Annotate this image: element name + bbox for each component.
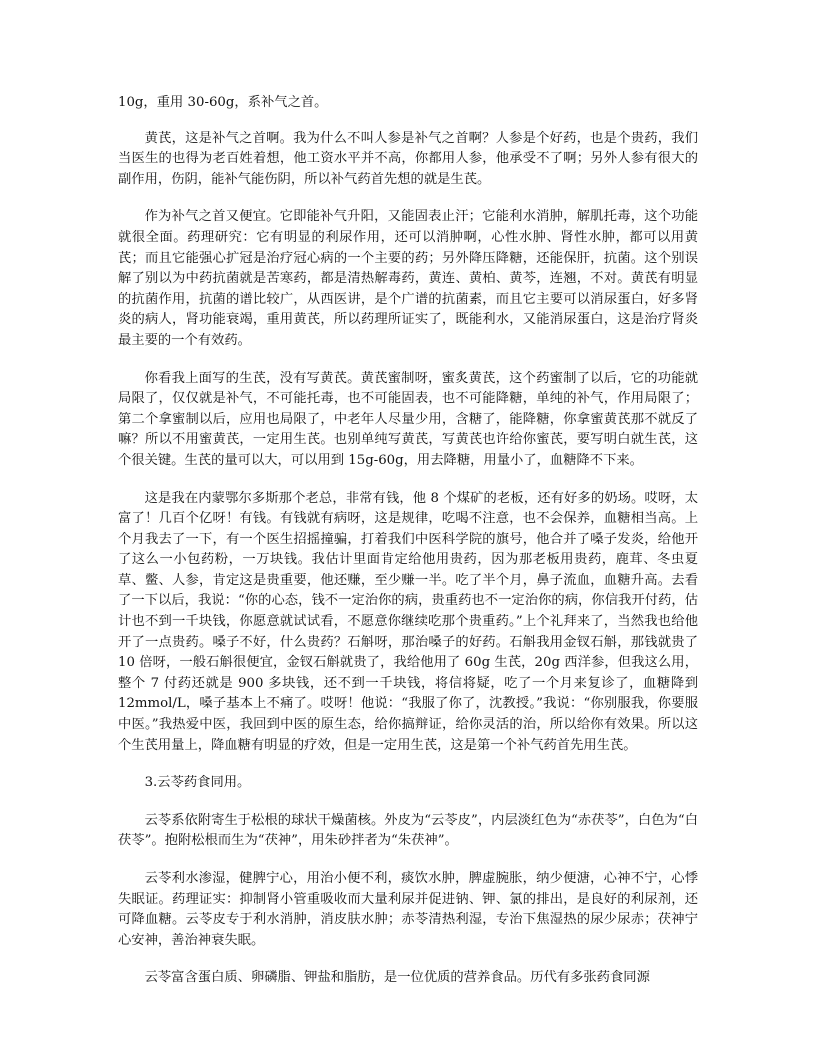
section-heading: 3.云苓药食同用。 [144,775,251,791]
paragraph-case-story: 这是我在内蒙鄂尔多斯那个老总，非常有钱，他 8 个煤矿的老板，还有好多的奶场。哎呀，太富了！几百个亿呀！有钱。有钱就有病呀，这是规律，吃喝不注意，也不会保养，血糖相当高。上个月我去了一下，有一个医生招摇撞骗，打着我们中医科学院的旗号，他合并了嗓子发炎，给他开了这么一小包药粉，一万块钱。我估计里面肯定给他用贵药，因为那老板用贵药，鹿茸、冬虫夏草、鳖、人参，肯定这是贵重要，他还赚，至少赚一半。吃了半个月，鼻子流血，血糖升高。去看了一下以后，我说：“你的心态，钱不一定治你的病，贵重药也不一定治你的病，你信我开付药，估计也不到一千块钱，你愿意就试试看，不愿意你继续吃那个贵重药。”上个礼拜来了，当然我也给他开了一点贵药。嗓子不好，什么贵药？石斛呀，那治嗓子的好药。石斛我用金钗石斛，那钱就贵了 10 倍呀，一般石斛很便宜，金钗石斛就贵了，我给他用了 60g 生芪，20g 西洋参，但我这么用，整个 7 付药还就是 900 多块钱，还不到一千块钱，将信将疑，吃了一个月来复诊了，血糖降到 12mmol/L，嗓子基本上不痛了。哎呀！他说：“我服了你了，沈教授。”我说：“你别服我，你要服中医。”我热爱中医，我回到中医的原生态，给你搞辩证，给你灵活的治，所以给你有效果。所以这个生芪用量上，降血糖有明显的疗效，但是一定用生芪，这是第一个补气药首先用生芪。 [118,490,698,753]
document-page [118,93,698,1006]
paragraph-dosage: 10g，重用 30-60g，系补气之首。 [118,95,328,110]
paragraph-yunling-origin: 云苓系依附寄生于松根的球状干燥菌核。外皮为“云苓皮”，内层淡红色为“赤茯苓”，白色为“白茯苓”。抱附松根而生为“茯神”，用朱砂拌者为“朱茯神”。 [118,812,698,849]
paragraph-huangqi-function: 作为补气之首又便宜。它即能补气升阳，又能固表止汗；它能利水消肿，解肌托毒，这个功能就很全面。药理研究：它有明显的利尿作用，还可以消肿啊，心性水肿、肾性水肿，都可以用黄芪；而且它能强心扩冠是治疗冠心病的一个主要的药；另外降压降糖，还能保肝，抗菌。这个别误解了别以为中药抗菌就是苦寒药，都是清热解毒药，黄连、黄柏、黄芩，连翘，不对。黄芪有明显的抗菌作用，抗菌的谱比较广，从西医讲，是个广谱的抗菌素，而且它主要可以消尿蛋白，好多肾炎的病人，肾功能衰竭，重用黄芪，所以药理所证实了，既能利水，又能消尿蛋白，这是治疗肾炎最主要的一个有效药。 [118,209,698,348]
paragraph-huangqi-intro: 黄芪，这是补气之首啊。我为什么不叫人参是补气之首啊？人参是个好药，也是个贵药，我们当医生的也得为老百姓着想，他工资水平并不高，你都用人参，他承受不了啊；另外人参有很大的副作用，伤阴，能补气能伤阴，所以补气药首先想的就是生芪。 [118,130,698,187]
paragraph-yunling-nutrition: 云苓富含蛋白质、卵磷脂、钾盐和脂肪，是一位优质的营养食品。历代有多张药食同源 [144,970,650,986]
paragraph-shengqi-vs-miqi: 你看我上面写的生芪，没有写黄芪。黄芪蜜制呀，蜜炙黄芪，这个药蜜制了以后，它的功能就局限了，仅仅就是补气，不可能托毒，也不可能固表，也不可能降糖，单纯的补气，作用局限了；第二个拿蜜制以后，应用也局限了，中老年人尽量少用，含糖了，能降糖，你拿蜜黄芪那不就反了嘛？所以不用蜜黄芪，一定用生芪。也别单纯写黄芪，写黄芪也许给你蜜芪，要写明白就生芪，这个很关键。生芪的量可以大，可以用到 15g-60g，用去降糖，用量小了，血糖降不下来。 [118,370,698,468]
paragraph-yunling-function: 云苓利水渗湿，健脾宁心，用治小便不利，痰饮水肿，脾虚腕胀，纳少便溏，心神不宁，心悸失眠证。药理证实：抑制肾小管重吸收而大量利尿并促进钠、钾、氯的排出，是良好的利尿剂，还可降血糖。云苓皮专于利水消肿，消皮肤水肿；赤苓清热利湿，专治下焦湿热的尿少尿赤；茯神宁心安神，善治神衰失眠。 [118,871,698,948]
